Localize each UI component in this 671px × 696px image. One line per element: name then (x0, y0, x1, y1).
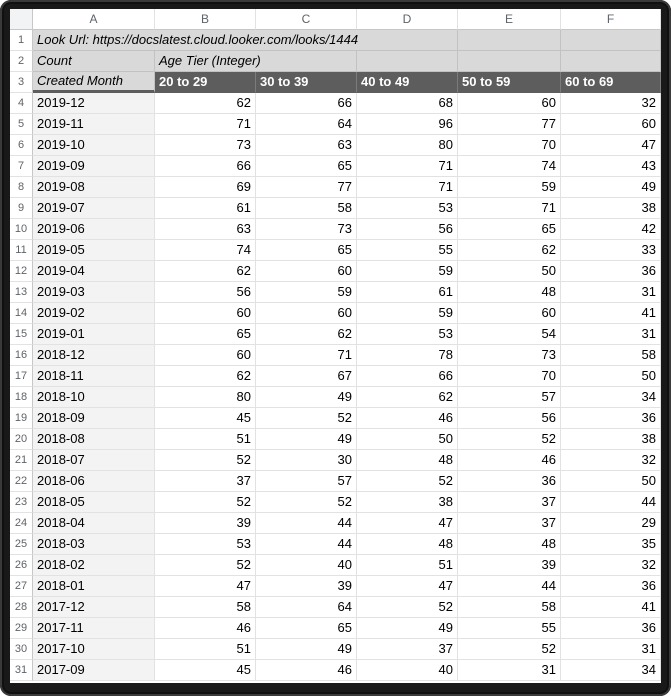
cell-value[interactable]: 77 (458, 114, 561, 135)
cell-value[interactable]: 43 (561, 156, 661, 177)
cell-month[interactable]: 2018-09 (33, 408, 155, 429)
cell-value[interactable]: 62 (155, 366, 256, 387)
row-header[interactable]: 27 (10, 576, 33, 597)
cell[interactable] (458, 51, 561, 72)
cell-value[interactable]: 36 (561, 576, 661, 597)
cell-value[interactable]: 55 (458, 618, 561, 639)
cell-value[interactable]: 62 (357, 387, 458, 408)
cell-value[interactable]: 62 (458, 240, 561, 261)
sheet-row-29 (10, 618, 661, 639)
cell-value[interactable]: 96 (357, 114, 458, 135)
cell-value[interactable]: 65 (256, 156, 357, 177)
cell-value[interactable]: 33 (561, 240, 661, 261)
cell-month[interactable]: 2018-08 (33, 429, 155, 450)
sheet-row-14 (10, 303, 661, 324)
sheet-row-17 (10, 366, 661, 387)
row-header[interactable]: 26 (10, 555, 33, 576)
cell-value[interactable]: 32 (561, 450, 661, 471)
row-header[interactable]: 2 (10, 51, 33, 72)
cell-value[interactable]: 50 (561, 366, 661, 387)
cell-value[interactable]: 38 (561, 198, 661, 219)
sheet-row-25 (10, 534, 661, 555)
cell-value[interactable]: 32 (561, 555, 661, 576)
cell-value[interactable]: 51 (357, 555, 458, 576)
cell-value[interactable]: 53 (357, 198, 458, 219)
row-header[interactable]: 5 (10, 114, 33, 135)
cell-value[interactable]: 60 (458, 303, 561, 324)
cell-value[interactable]: 44 (256, 513, 357, 534)
row-header[interactable]: 18 (10, 387, 33, 408)
sheet-row-16 (10, 345, 661, 366)
cell-value[interactable]: 40 (256, 555, 357, 576)
cell-value[interactable]: 45 (155, 408, 256, 429)
cell-value[interactable]: 39 (256, 576, 357, 597)
cell-month[interactable]: 2019-06 (33, 219, 155, 240)
cell-value[interactable]: 58 (561, 345, 661, 366)
cell-look-url[interactable]: Look Url: https://docslatest.cloud.looker.com/looks/1444 (33, 30, 458, 51)
column-header-f[interactable]: F (561, 9, 661, 30)
column-header-a[interactable]: A (33, 9, 155, 30)
sheet-row-21 (10, 450, 661, 471)
row-header[interactable]: 3 (10, 72, 33, 93)
cell-value[interactable]: 60 (155, 345, 256, 366)
cell-created-month-label[interactable]: Created Month (33, 72, 155, 93)
cell-value[interactable]: 49 (561, 177, 661, 198)
cell-value[interactable]: 62 (155, 93, 256, 114)
sheet-row-6 (10, 135, 661, 156)
cell-month[interactable]: 2019-04 (33, 261, 155, 282)
cell-value[interactable]: 60 (561, 114, 661, 135)
cell-value[interactable]: 70 (458, 135, 561, 156)
cell[interactable] (458, 30, 561, 51)
cell-value[interactable]: 74 (155, 240, 256, 261)
cell-value[interactable]: 52 (357, 597, 458, 618)
cell-value[interactable]: 38 (357, 492, 458, 513)
cell-value[interactable]: 68 (357, 93, 458, 114)
row-header[interactable]: 19 (10, 408, 33, 429)
cell-value[interactable]: 32 (561, 93, 661, 114)
cell-value[interactable]: 44 (256, 534, 357, 555)
cell-value[interactable]: 60 (458, 93, 561, 114)
cell-month[interactable]: 2019-02 (33, 303, 155, 324)
cell-value[interactable]: 56 (155, 282, 256, 303)
cell-value[interactable]: 52 (458, 639, 561, 660)
cell-value[interactable]: 44 (458, 576, 561, 597)
cell-value[interactable]: 36 (561, 261, 661, 282)
sheet-row-20 (10, 429, 661, 450)
column-header-e[interactable]: E (458, 9, 561, 30)
row-header[interactable]: 10 (10, 219, 33, 240)
cell-value[interactable]: 36 (561, 618, 661, 639)
sheet-row-11 (10, 240, 661, 261)
cell-value[interactable]: 80 (357, 135, 458, 156)
cell-value[interactable]: 47 (561, 135, 661, 156)
cell-value[interactable]: 42 (561, 219, 661, 240)
cell-value[interactable]: 48 (357, 534, 458, 555)
cell-month[interactable]: 2019-09 (33, 156, 155, 177)
cell-value[interactable]: 60 (256, 303, 357, 324)
cell-value[interactable]: 59 (357, 303, 458, 324)
cell-value[interactable]: 62 (155, 261, 256, 282)
cell-value[interactable]: 63 (155, 219, 256, 240)
cell-value[interactable]: 56 (458, 408, 561, 429)
cell-value[interactable]: 61 (357, 282, 458, 303)
sheet-row-26 (10, 555, 661, 576)
cell-value[interactable]: 47 (357, 513, 458, 534)
cell-month[interactable]: 2017-09 (33, 660, 155, 681)
cell[interactable] (357, 51, 458, 72)
sheet-row-31 (10, 660, 661, 681)
cell-value[interactable]: 31 (561, 324, 661, 345)
cell-value[interactable]: 31 (561, 639, 661, 660)
cell-value[interactable]: 37 (458, 492, 561, 513)
row-header[interactable]: 8 (10, 177, 33, 198)
cell-month[interactable]: 2019-01 (33, 324, 155, 345)
sheet-row-23 (10, 492, 661, 513)
sheet-row-28 (10, 597, 661, 618)
cell-value[interactable]: 51 (155, 639, 256, 660)
cell-month[interactable]: 2018-03 (33, 534, 155, 555)
sheet-row-8 (10, 177, 661, 198)
cell-value[interactable]: 51 (155, 429, 256, 450)
cell-month[interactable]: 2019-12 (33, 93, 155, 114)
cell-value[interactable]: 48 (357, 450, 458, 471)
row-header[interactable]: 29 (10, 618, 33, 639)
cell-month[interactable]: 2018-04 (33, 513, 155, 534)
cell-value[interactable]: 66 (256, 93, 357, 114)
row-header[interactable]: 9 (10, 198, 33, 219)
cell-value[interactable]: 37 (458, 513, 561, 534)
cell-value[interactable]: 73 (256, 219, 357, 240)
cell-value[interactable]: 66 (155, 156, 256, 177)
cell-value[interactable]: 36 (458, 471, 561, 492)
cell-age-bucket[interactable]: 30 to 39 (256, 72, 357, 93)
cell-value[interactable]: 52 (155, 492, 256, 513)
cell-value[interactable]: 73 (458, 345, 561, 366)
cell-value[interactable]: 60 (155, 303, 256, 324)
cell-value[interactable]: 60 (256, 261, 357, 282)
cell-value[interactable]: 53 (357, 324, 458, 345)
cell-value[interactable]: 59 (256, 282, 357, 303)
cell-value[interactable]: 67 (256, 366, 357, 387)
sheet-row-1 (10, 30, 661, 51)
cell-value[interactable]: 50 (458, 261, 561, 282)
row-header[interactable]: 28 (10, 597, 33, 618)
cell-value[interactable]: 48 (458, 534, 561, 555)
cell-value[interactable]: 71 (256, 345, 357, 366)
cell-month[interactable]: 2017-12 (33, 597, 155, 618)
cell-value[interactable]: 78 (357, 345, 458, 366)
cell-value[interactable]: 57 (458, 387, 561, 408)
cell-value[interactable]: 56 (357, 219, 458, 240)
cell-value[interactable]: 66 (357, 366, 458, 387)
cell-value[interactable]: 52 (458, 429, 561, 450)
cell-age-bucket[interactable]: 20 to 29 (155, 72, 256, 93)
cell[interactable] (561, 30, 661, 51)
cell-value[interactable]: 71 (357, 156, 458, 177)
cell-value[interactable]: 64 (256, 114, 357, 135)
cell-value[interactable]: 52 (155, 555, 256, 576)
row-header[interactable]: 14 (10, 303, 33, 324)
sheet-row-4 (10, 93, 661, 114)
cell-age-tier-label[interactable]: Age Tier (Integer) (155, 51, 357, 72)
cell-value[interactable]: 31 (561, 282, 661, 303)
cell-value[interactable]: 52 (357, 471, 458, 492)
sheet-row-5 (10, 114, 661, 135)
cell-value[interactable]: 52 (155, 450, 256, 471)
cell-value[interactable]: 46 (155, 618, 256, 639)
cell-value[interactable]: 71 (155, 114, 256, 135)
cell-month[interactable]: 2017-10 (33, 639, 155, 660)
cell-value[interactable]: 49 (256, 429, 357, 450)
cell-value[interactable]: 70 (458, 366, 561, 387)
sheet-row-19 (10, 408, 661, 429)
cell[interactable] (561, 51, 661, 72)
cell-value[interactable]: 41 (561, 303, 661, 324)
column-header-b[interactable]: B (155, 9, 256, 30)
row-header[interactable]: 7 (10, 156, 33, 177)
cell-value[interactable]: 80 (155, 387, 256, 408)
cell-value[interactable]: 34 (561, 387, 661, 408)
row-header[interactable]: 23 (10, 492, 33, 513)
cell-value[interactable]: 58 (458, 597, 561, 618)
cell-month[interactable]: 2019-08 (33, 177, 155, 198)
cell-age-bucket[interactable]: 40 to 49 (357, 72, 458, 93)
cell-value[interactable]: 49 (256, 639, 357, 660)
sheet-row-13 (10, 282, 661, 303)
sheet-row-18 (10, 387, 661, 408)
spreadsheet-grid (10, 9, 661, 683)
cell-value[interactable]: 53 (155, 534, 256, 555)
cell-value[interactable]: 63 (256, 135, 357, 156)
sheet-row-24 (10, 513, 661, 534)
cell-month[interactable]: 2018-05 (33, 492, 155, 513)
cell-value[interactable]: 65 (256, 240, 357, 261)
cell-value[interactable]: 73 (155, 135, 256, 156)
cell-value[interactable]: 62 (256, 324, 357, 345)
cell-value[interactable]: 57 (256, 471, 357, 492)
cell-value[interactable]: 39 (155, 513, 256, 534)
cell-value[interactable]: 69 (155, 177, 256, 198)
cell-value[interactable]: 41 (561, 597, 661, 618)
cell-month[interactable]: 2019-10 (33, 135, 155, 156)
cell-month[interactable]: 2018-02 (33, 555, 155, 576)
cell-value[interactable]: 65 (256, 618, 357, 639)
sheet-row-15 (10, 324, 661, 345)
sheet-row-27 (10, 576, 661, 597)
cell-value[interactable]: 55 (357, 240, 458, 261)
cell-month[interactable]: 2018-10 (33, 387, 155, 408)
cell-value[interactable]: 31 (458, 660, 561, 681)
cell-value[interactable]: 35 (561, 534, 661, 555)
cell-value[interactable]: 64 (256, 597, 357, 618)
cell-value[interactable]: 46 (357, 408, 458, 429)
sheet-row-7 (10, 156, 661, 177)
column-header-d[interactable]: D (357, 9, 458, 30)
cell-value[interactable]: 44 (561, 492, 661, 513)
cell-value[interactable]: 48 (458, 282, 561, 303)
cell-value[interactable]: 50 (357, 429, 458, 450)
cell-month[interactable]: 2018-07 (33, 450, 155, 471)
cell-value[interactable]: 77 (256, 177, 357, 198)
cell-value[interactable]: 74 (458, 156, 561, 177)
row-header[interactable]: 31 (10, 660, 33, 681)
cell-month[interactable]: 2018-11 (33, 366, 155, 387)
row-header[interactable]: 4 (10, 93, 33, 114)
cell-value[interactable]: 49 (256, 387, 357, 408)
row-header[interactable]: 11 (10, 240, 33, 261)
cell-value[interactable]: 65 (458, 219, 561, 240)
cell-value[interactable]: 71 (458, 198, 561, 219)
cell-value[interactable]: 54 (458, 324, 561, 345)
data-rows (10, 93, 661, 681)
cell-value[interactable]: 71 (357, 177, 458, 198)
cell-value[interactable]: 65 (155, 324, 256, 345)
cell-value[interactable]: 59 (357, 261, 458, 282)
row-header[interactable]: 17 (10, 366, 33, 387)
cell-value[interactable]: 34 (561, 660, 661, 681)
cell-value[interactable]: 46 (458, 450, 561, 471)
cell-month[interactable]: 2019-07 (33, 198, 155, 219)
cell-month[interactable]: 2018-01 (33, 576, 155, 597)
row-header[interactable]: 1 (10, 30, 33, 51)
row-header[interactable]: 13 (10, 282, 33, 303)
cell-value[interactable]: 47 (155, 576, 256, 597)
sheet-row-30 (10, 639, 661, 660)
cell-month[interactable]: 2018-12 (33, 345, 155, 366)
cell-value[interactable]: 37 (357, 639, 458, 660)
cell-value[interactable]: 52 (256, 492, 357, 513)
sheet-row-2 (10, 51, 661, 72)
column-header-c[interactable]: C (256, 9, 357, 30)
cell-value[interactable]: 38 (561, 429, 661, 450)
row-header[interactable]: 16 (10, 345, 33, 366)
row-header[interactable]: 20 (10, 429, 33, 450)
select-all-corner[interactable] (10, 9, 33, 30)
cell-month[interactable]: 2019-03 (33, 282, 155, 303)
sheet-row-3 (10, 72, 661, 93)
cell-value[interactable]: 30 (256, 450, 357, 471)
sheet-row-22 (10, 471, 661, 492)
cell-value[interactable]: 50 (561, 471, 661, 492)
cell-value[interactable]: 47 (357, 576, 458, 597)
row-header[interactable]: 21 (10, 450, 33, 471)
row-header[interactable]: 12 (10, 261, 33, 282)
sheet-row-9 (10, 198, 661, 219)
cell-count-label[interactable]: Count (33, 51, 155, 72)
cell-age-bucket[interactable]: 50 to 59 (458, 72, 561, 93)
cell-month[interactable]: 2019-11 (33, 114, 155, 135)
row-header[interactable]: 6 (10, 135, 33, 156)
column-header-row (10, 9, 661, 30)
cell-value[interactable]: 59 (458, 177, 561, 198)
cell-value[interactable]: 40 (357, 660, 458, 681)
sheet-row-12 (10, 261, 661, 282)
cell-month[interactable]: 2019-05 (33, 240, 155, 261)
cell-value[interactable]: 58 (256, 198, 357, 219)
row-header[interactable]: 25 (10, 534, 33, 555)
cell-month[interactable]: 2017-11 (33, 618, 155, 639)
row-header[interactable]: 30 (10, 639, 33, 660)
cell-value[interactable]: 37 (155, 471, 256, 492)
cell-value[interactable]: 46 (256, 660, 357, 681)
sheet-row-10 (10, 219, 661, 240)
cell-month[interactable]: 2018-06 (33, 471, 155, 492)
cell-value[interactable]: 58 (155, 597, 256, 618)
row-header[interactable]: 24 (10, 513, 33, 534)
cell-value[interactable]: 29 (561, 513, 661, 534)
cell-value[interactable]: 39 (458, 555, 561, 576)
cell-value[interactable]: 45 (155, 660, 256, 681)
cell-value[interactable]: 49 (357, 618, 458, 639)
row-header[interactable]: 15 (10, 324, 33, 345)
cell-value[interactable]: 36 (561, 408, 661, 429)
cell-age-bucket[interactable]: 60 to 69 (561, 72, 661, 93)
cell-value[interactable]: 52 (256, 408, 357, 429)
row-header[interactable]: 22 (10, 471, 33, 492)
cell-value[interactable]: 61 (155, 198, 256, 219)
